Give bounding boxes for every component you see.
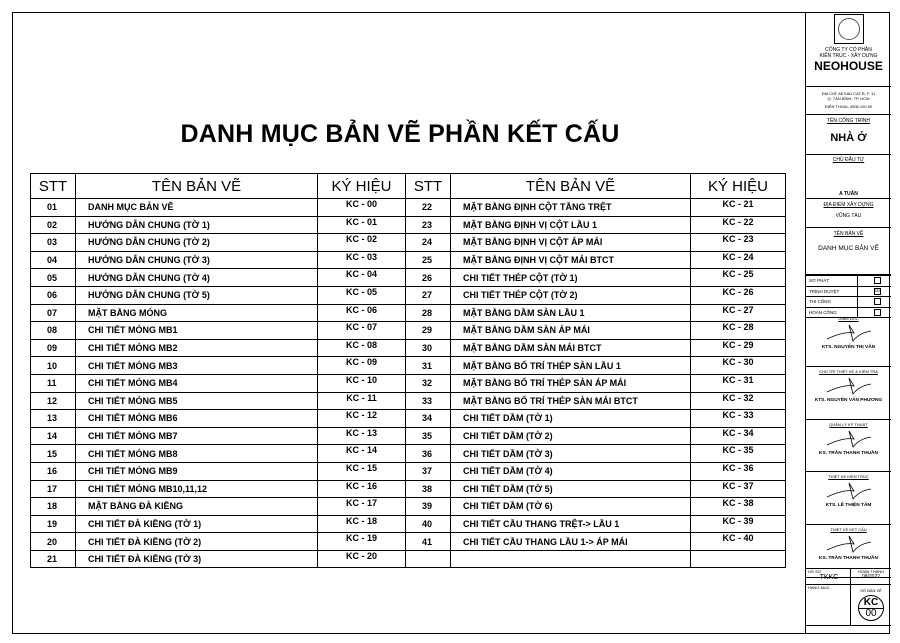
stage-checkbox[interactable] <box>874 277 881 284</box>
sheet-label: SỐ BẢN VẼ <box>860 588 882 593</box>
stage-checklist <box>806 275 891 318</box>
company-logo <box>834 14 864 44</box>
file-code: TKKC <box>819 574 839 581</box>
table-row <box>31 269 406 287</box>
row-name: MẶT BẰNG MÓNG <box>76 304 318 322</box>
row-stt: 21 <box>31 550 76 568</box>
page-title: DANH MỤC BẢN VẼ PHẦN KẾT CẤU <box>180 120 620 148</box>
signer-role: CHỦ TRÌ THIẾT KẾ & KIỂM TRA <box>819 368 878 374</box>
row-code: KC - 14 <box>318 445 406 463</box>
table-row <box>31 199 406 217</box>
row-name: CHI TIẾT MÓNG MB1 <box>76 322 318 340</box>
table-row <box>31 216 406 234</box>
row-code: KC - 03 <box>318 251 406 269</box>
location-section <box>806 199 891 228</box>
row-code: KC - 39 <box>691 515 786 533</box>
row-name: CHI TIẾT MÓNG MB7 <box>76 427 318 445</box>
stage-row <box>806 287 891 298</box>
table-row <box>31 410 406 428</box>
row-code: KC - 22 <box>691 216 786 234</box>
row-stt: 35 <box>406 427 451 445</box>
drawing-list-right <box>405 173 786 568</box>
signer-name: KTS. LÊ THIỆN TÂM <box>825 503 872 509</box>
row-stt: 40 <box>406 515 451 533</box>
table-row <box>31 498 406 516</box>
signer-role: QUẢN LÝ KỸ THUẬT <box>829 421 868 427</box>
signature-icon <box>819 427 879 449</box>
signature-icon <box>819 532 879 554</box>
project-section <box>806 115 891 155</box>
row-name: MẶT BẰNG BỐ TRÍ THÉP SÀN ÁP MÁI <box>451 374 691 392</box>
row-code: KC - 09 <box>318 357 406 375</box>
title-block <box>805 12 891 634</box>
row-stt: 41 <box>406 533 451 551</box>
row-stt: 32 <box>406 374 451 392</box>
row-code: KC - 26 <box>691 286 786 304</box>
row-stt: 27 <box>406 286 451 304</box>
row-code: KC - 11 <box>318 392 406 410</box>
stage-checkbox[interactable]: ☒ <box>875 287 880 294</box>
row-code: KC - 29 <box>691 339 786 357</box>
row-code: KC - 16 <box>318 480 406 498</box>
row-stt: 37 <box>406 462 451 480</box>
signer-role: GIÁM ĐỐC <box>838 316 859 321</box>
row-code: KC - 21 <box>691 199 786 217</box>
row-name: MẶT BẰNG DẦM SÀN LẦU 1 <box>451 304 691 322</box>
stage-label: THI CÔNG <box>806 297 858 307</box>
drawing-name: DANH MỤC BẢN VẼ <box>818 245 879 252</box>
address-line2: Q. TÂN BÌNH, TP. HCM <box>827 96 870 101</box>
table-row <box>406 445 786 463</box>
table-row <box>31 339 406 357</box>
row-stt: 34 <box>406 410 451 428</box>
owner-section <box>806 155 891 199</box>
row-stt: 26 <box>406 269 451 287</box>
row-code: KC - 19 <box>318 533 406 551</box>
row-stt: 16 <box>31 462 76 480</box>
stage-checkbox[interactable] <box>874 298 881 305</box>
row-name: CHI TIẾT ĐÀ KIỀNG (TỜ 1) <box>76 515 318 533</box>
row-stt: 33 <box>406 392 451 410</box>
row-code: KC - 27 <box>691 304 786 322</box>
table-row <box>406 498 786 516</box>
stage-label: TRÌNH DUYỆT <box>806 287 858 297</box>
table-row <box>406 269 786 287</box>
table-row <box>406 427 786 445</box>
signer-name: KTS. NGUYỄN VĂN PHƯƠNG <box>814 397 883 403</box>
row-code: KC - 33 <box>691 410 786 428</box>
table-row <box>31 392 406 410</box>
row-stt: 04 <box>31 251 76 269</box>
row-name: CHI TIẾT DẦM (TỜ 6) <box>451 498 691 516</box>
done-date: 08/2022 <box>861 574 881 580</box>
row-name: CHI TIẾT DẦM (TỜ 2) <box>451 427 691 445</box>
table-row <box>406 304 786 322</box>
address-section <box>806 87 891 115</box>
row-name: CHI TIẾT MÓNG MB10,11,12 <box>76 480 318 498</box>
company-section <box>806 12 891 87</box>
row-stt: 20 <box>31 533 76 551</box>
table-row <box>31 251 406 269</box>
table-row <box>406 410 786 428</box>
row-code: KC - 06 <box>318 304 406 322</box>
table-row <box>406 374 786 392</box>
row-name: HƯỚNG DẪN CHUNG (TỜ 1) <box>76 216 318 234</box>
row-name: HƯỚNG DẪN CHUNG (TỜ 2) <box>76 234 318 252</box>
row-stt: 03 <box>31 234 76 252</box>
table-row <box>406 339 786 357</box>
row-stt: 18 <box>31 498 76 516</box>
row-stt: 17 <box>31 480 76 498</box>
row-stt: 05 <box>31 269 76 287</box>
row-code: KC - 35 <box>691 445 786 463</box>
item-label: HẠNG MỤC <box>806 585 851 625</box>
row-code: KC - 02 <box>318 234 406 252</box>
table-row <box>406 322 786 340</box>
table-row <box>406 234 786 252</box>
row-code: KC - 04 <box>318 269 406 287</box>
row-code: KC - 23 <box>691 234 786 252</box>
row-code: KC - 24 <box>691 251 786 269</box>
row-stt: 23 <box>406 216 451 234</box>
row-stt: 09 <box>31 339 76 357</box>
location: VŨNG TÀU <box>835 213 862 219</box>
row-code: KC - 38 <box>691 498 786 516</box>
sheet-no: 00 <box>865 608 877 619</box>
row-code: KC - 32 <box>691 392 786 410</box>
row-stt: 11 <box>31 374 76 392</box>
table-row <box>406 480 786 498</box>
drawing-label: TÊN BẢN VẼ <box>833 231 864 237</box>
row-name: CHI TIẾT MÓNG MB3 <box>76 357 318 375</box>
row-stt: 02 <box>31 216 76 234</box>
row-stt: 01 <box>31 199 76 217</box>
table-row <box>31 480 406 498</box>
sheet-section <box>806 585 891 626</box>
table-row <box>31 286 406 304</box>
table-row <box>31 234 406 252</box>
row-name: CHI TIẾT MÓNG MB8 <box>76 445 318 463</box>
row-name: CHI TIẾT MÓNG MB6 <box>76 410 318 428</box>
row-name: CHI TIẾT DẦM (TỜ 1) <box>451 410 691 428</box>
table-row <box>31 445 406 463</box>
file-label: HỒ SƠ <box>808 569 822 574</box>
owner-label: CHỦ ĐẦU TƯ <box>832 157 865 163</box>
header-name: TÊN BẢN VẼ <box>451 174 691 199</box>
row-name: MẶT BẰNG DẦM SÀN MÁI BTCT <box>451 339 691 357</box>
table-row <box>406 286 786 304</box>
row-name: CHI TIẾT ĐÀ KIỀNG (TỜ 2) <box>76 533 318 551</box>
header-code: KÝ HIỆU <box>318 174 406 199</box>
row-stt <box>406 550 451 568</box>
row-name: MẶT BẰNG ĐỊNH CỘT TẦNG TRỆT <box>451 199 691 217</box>
row-name: CHI TIẾT THÉP CỘT (TỜ 1) <box>451 269 691 287</box>
table-row <box>406 550 786 568</box>
row-code: KC - 25 <box>691 269 786 287</box>
row-stt: 13 <box>31 410 76 428</box>
row-name: CHI TIẾT CẦU THANG TRỆT-> LẦU 1 <box>451 515 691 533</box>
row-code: KC - 13 <box>318 427 406 445</box>
table-row <box>31 374 406 392</box>
table-row <box>31 533 406 551</box>
row-name: HƯỚNG DẪN CHUNG (TỜ 4) <box>76 269 318 287</box>
signer-block <box>806 369 891 420</box>
row-code: KC - 18 <box>318 515 406 533</box>
row-stt: 22 <box>406 199 451 217</box>
row-name: HƯỚNG DẪN CHUNG (TỜ 3) <box>76 251 318 269</box>
stage-label: SƠ PHÁT <box>806 276 858 286</box>
table-row <box>406 392 786 410</box>
row-code <box>691 550 786 568</box>
row-stt: 12 <box>31 392 76 410</box>
row-name: MẶT BẰNG ĐÀ KIỀNG <box>76 498 318 516</box>
row-code: KC - 28 <box>691 322 786 340</box>
row-name: CHI TIẾT DẦM (TỜ 3) <box>451 445 691 463</box>
row-code: KC - 31 <box>691 374 786 392</box>
row-stt: 28 <box>406 304 451 322</box>
phone: ĐIỆN THOẠI: 0906 100 50 <box>824 104 873 109</box>
table-row <box>406 357 786 375</box>
table-row <box>31 550 406 568</box>
row-code: KC - 10 <box>318 374 406 392</box>
row-name: DANH MỤC BẢN VẼ <box>76 199 318 217</box>
row-name: MẶT BẰNG ĐỊNH VỊ CỘT ÁP MÁI <box>451 234 691 252</box>
signer-name: KS. TRẦN THANH THUẦN <box>819 450 878 456</box>
done-label: HOÀN THÀNH <box>857 569 885 574</box>
stage-label: HOÀN CÔNG <box>806 308 858 318</box>
signature-icon <box>819 479 879 501</box>
row-name <box>451 550 691 568</box>
project-name: NHÀ Ở <box>830 132 867 144</box>
table-row <box>406 199 786 217</box>
header-code: KÝ HIỆU <box>691 174 786 199</box>
signer-name: KTS. NGUYỄN THỊ VÂN <box>821 345 876 350</box>
row-stt: 31 <box>406 357 451 375</box>
row-name: HƯỚNG DẪN CHUNG (TỜ 5) <box>76 286 318 304</box>
row-stt: 15 <box>31 445 76 463</box>
row-code: KC - 12 <box>318 410 406 428</box>
address-line1: ĐỊA CHỈ: 88 SAU CAT B, F. 11 <box>821 91 876 96</box>
table-row <box>31 427 406 445</box>
signers <box>806 314 891 578</box>
owner-name: A TUẤN <box>839 191 858 197</box>
row-name: MẶT BẰNG DẦM SÀN ÁP MÁI <box>451 322 691 340</box>
row-code: KC - 20 <box>318 550 406 568</box>
row-code: KC - 01 <box>318 216 406 234</box>
company-line1: CÔNG TY CỔ PHẦN <box>825 47 872 53</box>
project-label: TÊN CÔNG TRÌNH <box>827 118 870 124</box>
row-code: KC - 34 <box>691 427 786 445</box>
row-stt: 08 <box>31 322 76 340</box>
signature-icon <box>819 321 879 343</box>
row-code: KC - 17 <box>318 498 406 516</box>
brand-name: NEOHOUSE <box>814 59 883 73</box>
row-stt: 39 <box>406 498 451 516</box>
signature-icon <box>819 374 879 396</box>
row-code: KC - 15 <box>318 462 406 480</box>
table-row <box>31 304 406 322</box>
signer-block <box>806 422 891 473</box>
row-stt: 06 <box>31 286 76 304</box>
location-label: ĐỊA ĐIỂM XÂY DỰNG <box>823 202 874 208</box>
table-row <box>31 515 406 533</box>
table-row <box>406 533 786 551</box>
row-name: MẶT BẰNG ĐỊNH VỊ CỘT LẦU 1 <box>451 216 691 234</box>
row-name: CHI TIẾT CẦU THANG LẦU 1-> ÁP MÁI <box>451 533 691 551</box>
row-stt: 19 <box>31 515 76 533</box>
company-line2: KIẾN TRÚC - XÂY DỰNG <box>819 53 878 59</box>
sheet-code: KC <box>859 598 883 609</box>
row-stt: 30 <box>406 339 451 357</box>
signer-role: THIẾT KẾ KẾT CẤU <box>830 527 867 533</box>
row-code: KC - 05 <box>318 286 406 304</box>
row-name: MẶT BẰNG BỐ TRÍ THÉP SÀN MÁI BTCT <box>451 392 691 410</box>
row-name: MẶT BẰNG ĐỊNH VỊ CỘT MÁI BTCT <box>451 251 691 269</box>
row-stt: 14 <box>31 427 76 445</box>
row-stt: 36 <box>406 445 451 463</box>
row-stt: 10 <box>31 357 76 375</box>
row-stt: 24 <box>406 234 451 252</box>
table-row <box>31 322 406 340</box>
row-name: CHI TIẾT MÓNG MB5 <box>76 392 318 410</box>
drawing-list-left <box>30 173 406 568</box>
signer-block <box>806 474 891 525</box>
table-row <box>31 462 406 480</box>
row-name: CHI TIẾT THÉP CỘT (TỜ 2) <box>451 286 691 304</box>
row-stt: 38 <box>406 480 451 498</box>
table-row <box>406 251 786 269</box>
drawing-title-section <box>806 228 891 275</box>
header-stt: STT <box>406 174 451 199</box>
row-name: CHI TIẾT MÓNG MB2 <box>76 339 318 357</box>
table-row <box>406 216 786 234</box>
row-code: KC - 00 <box>318 199 406 217</box>
stage-row <box>806 276 891 287</box>
signer-name: KS. TRẦN THANH THUẦN <box>819 556 878 562</box>
sheet-number-badge <box>858 595 884 621</box>
row-name: CHI TIẾT MÓNG MB4 <box>76 374 318 392</box>
table-row <box>31 357 406 375</box>
row-name: CHI TIẾT ĐÀ KIỀNG (TỜ 3) <box>76 550 318 568</box>
row-name: MẶT BẰNG BỐ TRÍ THÉP SÀN LẦU 1 <box>451 357 691 375</box>
row-code: KC - 40 <box>691 533 786 551</box>
stage-row <box>806 297 891 308</box>
header-stt: STT <box>31 174 76 199</box>
row-stt: 29 <box>406 322 451 340</box>
row-code: KC - 07 <box>318 322 406 340</box>
row-name: CHI TIẾT MÓNG MB9 <box>76 462 318 480</box>
row-code: KC - 08 <box>318 339 406 357</box>
signer-role: THIẾT KẾ KIẾN TRÚC <box>828 474 869 480</box>
row-code: KC - 37 <box>691 480 786 498</box>
table-row <box>406 462 786 480</box>
table-row <box>406 515 786 533</box>
file-section <box>806 568 891 585</box>
row-code: KC - 30 <box>691 357 786 375</box>
row-name: CHI TIẾT DẦM (TỜ 5) <box>451 480 691 498</box>
row-stt: 25 <box>406 251 451 269</box>
row-code: KC - 36 <box>691 462 786 480</box>
signer-block <box>806 316 891 367</box>
row-name: CHI TIẾT DẦM (TỜ 4) <box>451 462 691 480</box>
header-name: TÊN BẢN VẼ <box>76 174 318 199</box>
row-stt: 07 <box>31 304 76 322</box>
